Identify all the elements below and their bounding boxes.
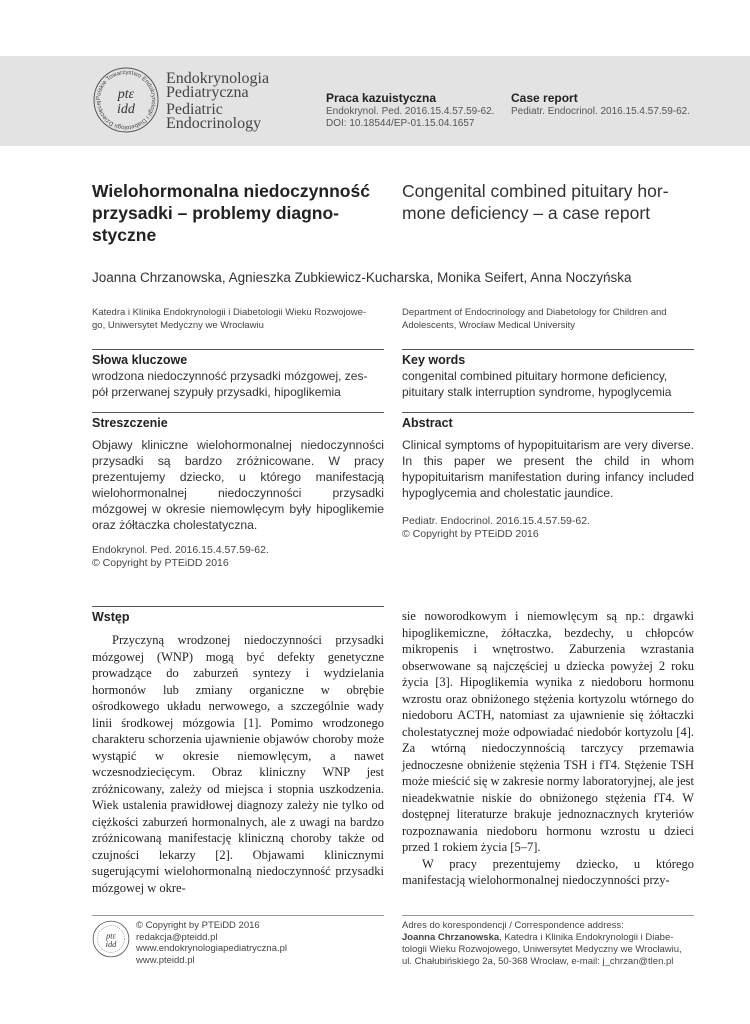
article-type-en: Case report [511, 91, 578, 105]
doi: DOI: 10.18544/EP-01.15.04.1657 [326, 118, 475, 129]
footer-rule-right [402, 915, 694, 916]
affiliation-english: Department of Endocrinology and Diabetology for Children and Adolescents, Wrocław Medical University [402, 307, 667, 331]
journal-logo-text [166, 72, 269, 131]
citation-pl: Endokrynol. Ped. 2016.15.4.57.59-62. [326, 106, 495, 117]
logo-line: Pediatryczna [166, 84, 249, 101]
paragraph: Przyczyną wrodzonej niedoczynności przysadki mózgowej (WNP) mogą być defekty genetyczne prowadzące do zaburzeń syntezy i wydzielania hormonów lub zmiany organiczne w obrębie ośrodkowego układu nerwowego, a szczególnie wady linii środkowej mózgowia [1]. Pomimo wrodzonego charakteru schorzenia ujawnienie objawów choroby może wystąpić w okresie niemowlęcym, a nawet wczesnodziecięcym. Obraz kliniczny WNP jest zróżnicowany, zależy od miejsca i stopnia uszkodzenia. Wiek ustalenia prawidłowej diagnozy zależy nie tylko od ciężkości zaburzeń hormonalnych, ale z uwagi na bardzo zróżnicowaną manifestację kliniczną choroby także od czujności lekarzy [2]. Objawami klinicznymi sugerującymi wielohormonalną niedoczynność przysadki mózgowej w okre- [92, 633, 384, 895]
correspondence-address: Adres do korespondencji / Correspondence address: Joanna Chrzanowska, Katedra i Klinika Endokrynologii i Diabe- tologii Wieku Rozwojowego, Uniwersytet Medyczny we Wrocławiu, ul. Chałubińskiego 2a, 50-368 Wrocław, e-mail: j_chrzan@tlen.pl [402, 920, 702, 968]
abstract-text: Objawy kliniczne wielohormonalnej niedoczynności przysadki są bardzo zróżnicowane. W pracy prezentujemy dziecko, u którego manifestacją wielohormonalnej niedoczynności przysadki mózgowej w okresie niemowlęcym były hipoglikemie oraz żółtaczka cholestatyczna. [92, 438, 384, 532]
footer-email[interactable]: redakcja@pteidd.pl [136, 931, 218, 943]
title-polish: Wielohormonalna niedoczynność przysadki – problemy diagno- styczne [92, 181, 370, 245]
body-column-left [92, 632, 384, 896]
footer-website[interactable]: www.endokrynologiapediatryczna.pl [136, 943, 288, 954]
paragraph: W pracy prezentujemy dziecko, u którego manifestacją wielohormonalnej niedoczynności przy- [402, 856, 694, 887]
footer-seal-logo [92, 920, 130, 958]
title-english: Congenital combined pituitary hor- mone deficiency – a case report [402, 181, 669, 223]
polish-article-meta [326, 91, 494, 130]
keywords-english: Key words congenital combined pituitary hormone deficiency, pituitary stalk interruption syndrome, hypoglycemia [402, 349, 694, 400]
reference-english: Pediatr. Endocrinol. 2016.15.4.57.59-62. © Copyright by PTEiDD 2016 [402, 515, 590, 540]
footer-rule-left [92, 915, 384, 916]
correspondence-name: Joanna Chrzanowska [402, 932, 500, 943]
footer-website[interactable]: www.pteidd.pl [136, 954, 195, 966]
body-column-right [402, 608, 694, 889]
logo-line: Endokrynologia [166, 70, 270, 87]
seal-monogram-top: ptɛ [117, 87, 135, 102]
footer-seal-monogram-bottom: idd [105, 939, 117, 949]
citation-en: Pediatr. Endocrinol. 2016.15.4.57.59-62. [511, 106, 691, 117]
abstract-polish [92, 412, 384, 533]
society-seal-logo [92, 66, 160, 134]
keywords-heading: Słowa kluczowe [92, 349, 384, 368]
abstract-heading: Abstract [402, 412, 694, 431]
article-type-pl: Praca kazuistyczna [326, 91, 437, 105]
seal-monogram-bottom: idd [117, 102, 135, 117]
intro-heading: Wstęp [92, 610, 130, 624]
logo-line: Endocrinology [166, 115, 262, 132]
seal-ring-text: Polskie Towarzystwo Endokrynologii i Diabetologii Dziecięcej [95, 69, 157, 131]
english-article-meta [511, 91, 690, 118]
section-divider [92, 606, 384, 607]
abstract-text: Clinical symptoms of hypopituitarism are very diverse. In this paper we present the child in whom hypopituitarism manifestation during infancy included hypoglycemia and cholestatic jaundice. [402, 438, 694, 500]
affiliation-polish: Katedra i Klinika Endokrynologii i Diabetologii Wieku Rozwojowe- go, Uniwersytet Medyczny we Wrocławiu [92, 307, 367, 331]
authors: Joanna Chrzanowska, Agnieszka Zubkiewicz-Kucharska, Monika Seifert, Anna Noczyńska [92, 270, 632, 285]
abstract-english [402, 412, 694, 501]
keywords-heading: Key words [402, 349, 694, 368]
reference-polish: Endokrynol. Ped. 2016.15.4.57.59-62. © Copyright by PTEiDD 2016 [92, 544, 269, 569]
keywords-polish: Słowa kluczowe wrodzona niedoczynność przysadki mózgowej, zes- pół przerwanej szypuły przysadki, hipoglikemia [92, 349, 384, 400]
correspondence-label: Adres do korespondencji / Correspondence address: [402, 920, 624, 931]
footer-copyright: © Copyright by PTEiDD 2016 [136, 920, 260, 931]
logo-line: Pediatric [166, 101, 223, 118]
abstract-heading: Streszczenie [92, 412, 384, 431]
paragraph: sie noworodkowym i niemowlęcym są np.: drgawki hipoglikemiczne, żółtaczka, bezdechy, u chłopców mikropenis i wnętrostwo. Zaburzenia wzrastania obserwowane są najczęściej u dziecka powyżej 2 roku życia [3]. Hipoglikemia wynika z niedoboru hormonu wzrostu oraz obniżonego stężenia kortyzolu wtórnego do niedoboru ACTH, natomiast za ujawnienie się żółtaczki cholestatycznej może odpowiadać niedobór kortyzolu [4]. Za wtórną niedoczynnością tarczycy przemawia jednoczesne obniżenie stężenia TSH i fT4. Stężenie TSH może mieścić się w zakresie normy laboratoryjnej, ale jest nieadekwatnie niskie do obniżonego stężenia fT4. W dostępnej literaturze brakuje jednoznacznych kryteriów rozpoznawania niedoboru hormonu wzrostu u dzieci przed 1 rokiem życia [5–7]. [402, 609, 694, 854]
footer-seal-monogram-top: ptɛ [106, 931, 116, 941]
footer-publisher-info [136, 920, 287, 966]
